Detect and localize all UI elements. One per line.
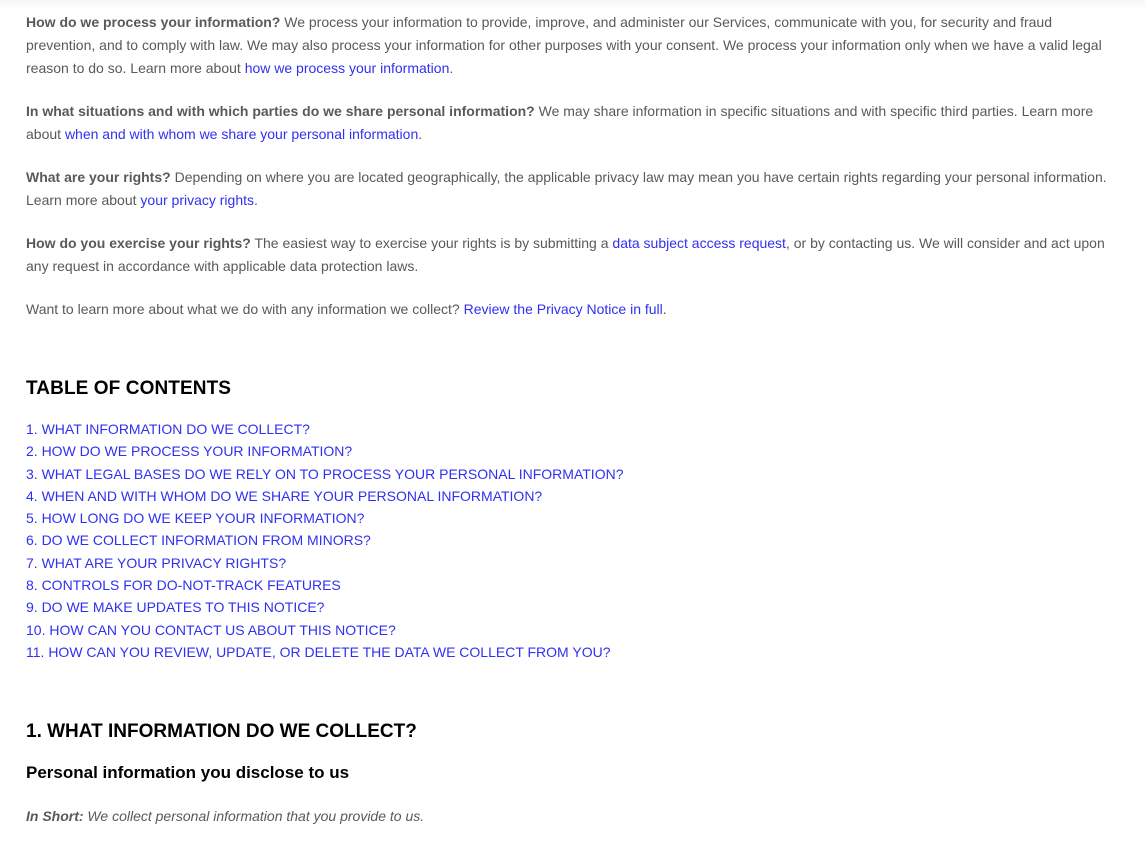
- summary-text: Depending on where you are located geographically, the applicable privacy law may mean you have certain rights regarding your personal information. Learn more about: [26, 169, 1107, 208]
- toc-item: [26, 418, 1116, 440]
- learn-more-after: .: [662, 301, 667, 317]
- link-privacy-rights[interactable]: your privacy rights: [140, 192, 254, 208]
- toc-item: [26, 440, 1116, 462]
- toc-link-2[interactable]: 2. HOW DO WE PROCESS YOUR INFORMATION?: [26, 443, 353, 460]
- toc-link-6[interactable]: 6. DO WE COLLECT INFORMATION FROM MINORS?: [26, 532, 371, 549]
- toc-item: [26, 619, 1116, 641]
- toc-link-5[interactable]: 5. HOW LONG DO WE KEEP YOUR INFORMATION?: [26, 510, 365, 527]
- toc-heading: TABLE OF CONTENTS: [26, 378, 232, 399]
- toc-item: [26, 574, 1116, 596]
- summary-question: In what situations and with which parties do we share personal information?: [26, 103, 535, 119]
- toc-item: [26, 641, 1116, 663]
- toc-item: [26, 552, 1116, 574]
- toc-item: [26, 485, 1116, 507]
- summary-text: We may share information in specific situations and with specific third parties. Learn more about: [26, 103, 1094, 142]
- summary-exercise-rights: [26, 232, 1116, 278]
- toc-item: [26, 507, 1116, 529]
- in-short-text: We collect personal information that you provide to us.: [83, 808, 425, 825]
- toc-link-3[interactable]: 3. WHAT LEGAL BASES DO WE RELY ON TO PROCESS YOUR PERSONAL INFORMATION?: [26, 465, 624, 482]
- summary-after: .: [418, 126, 423, 142]
- summary-after: .: [449, 60, 454, 76]
- summary-question: What are your rights?: [26, 169, 171, 185]
- learn-more-text: Want to learn more about what we do with any information we collect?: [26, 301, 464, 317]
- toc-link-7[interactable]: 7. WHAT ARE YOUR PRIVACY RIGHTS?: [26, 554, 287, 571]
- toc-link-4[interactable]: 4. WHEN AND WITH WHOM DO WE SHARE YOUR PERSONAL INFORMATION?: [26, 487, 543, 504]
- summary-text: We process your information to provide, improve, and administer our Services, communicate with you, for security and fraud prevention, and to comply with law. We may also process your information for other purposes with your consent. We process your information only when we have a valid legal reason to do so. Learn more about: [26, 14, 1102, 76]
- toc-link-8[interactable]: 8. CONTROLS FOR DO-NOT-TRACK FEATURES: [26, 577, 341, 594]
- summary-after: , or by contacting us. We will consider and act upon any request in accordance with applicable data protection laws.: [26, 235, 1105, 274]
- learn-more-paragraph: [26, 298, 1116, 321]
- toc-link-1[interactable]: 1. WHAT INFORMATION DO WE COLLECT?: [26, 421, 310, 437]
- top-shadow: [0, 0, 1145, 8]
- in-short-summary: [26, 805, 1116, 827]
- toc-item: [26, 529, 1116, 551]
- link-review-full-notice[interactable]: Review the Privacy Notice in full: [463, 301, 663, 317]
- section-1-heading: 1. WHAT INFORMATION DO WE COLLECT?: [26, 721, 417, 743]
- toc-item: [26, 596, 1116, 618]
- toc-item: [26, 463, 1116, 485]
- link-how-we-process[interactable]: how we process your information: [244, 60, 450, 76]
- link-data-subject-access-request[interactable]: data subject access request: [612, 235, 786, 251]
- summary-process-info: [26, 11, 1116, 80]
- summary-share-info: [26, 100, 1116, 146]
- privacy-notice-content: [26, 11, 1116, 827]
- summary-question: How do we process your information?: [26, 14, 281, 30]
- toc-link-11[interactable]: 11. HOW CAN YOU REVIEW, UPDATE, OR DELETE THE DATA WE COLLECT FROM YOU?: [26, 643, 611, 660]
- link-when-and-with-whom[interactable]: when and with whom we share your personal information: [64, 126, 419, 142]
- summary-question: How do you exercise your rights?: [26, 235, 251, 251]
- section-1-subheading: Personal information you disclose to us: [26, 763, 350, 783]
- toc-link-10[interactable]: 10. HOW CAN YOU CONTACT US ABOUT THIS NOTICE?: [26, 621, 396, 638]
- in-short-label: In Short:: [26, 808, 84, 825]
- toc-link-9[interactable]: 9. DO WE MAKE UPDATES TO THIS NOTICE?: [26, 599, 325, 616]
- summary-text: The easiest way to exercise your rights is by submitting a: [250, 235, 613, 251]
- toc-list: [26, 418, 1116, 663]
- summary-rights: [26, 166, 1116, 212]
- summary-after: .: [254, 192, 258, 208]
